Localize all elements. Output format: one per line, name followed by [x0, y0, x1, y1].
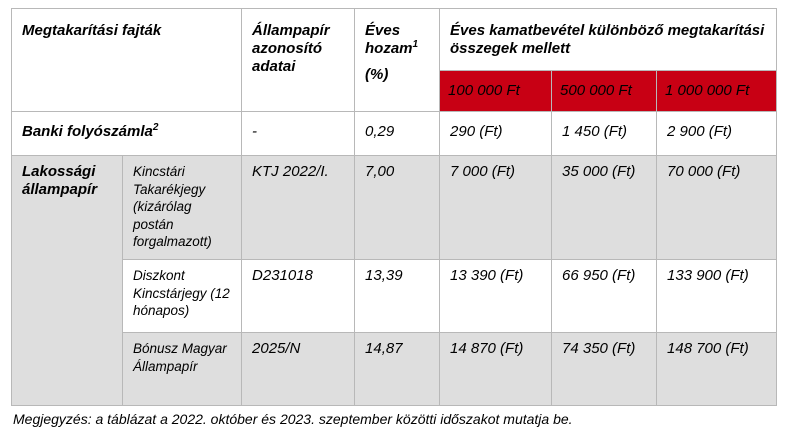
gov-name-2: Diszkont Kincstárjegy (12 hónapos)	[133, 268, 230, 318]
gov-row-1	[12, 156, 777, 260]
bank-v2: 1 450 (Ft)	[562, 123, 628, 140]
footnote-1: 1	[412, 39, 419, 50]
gov-label-cell	[12, 156, 123, 406]
bank-yield-cell	[355, 112, 440, 156]
header-annual-yield-text	[355, 9, 439, 84]
gov-v3-cell-3	[657, 333, 777, 406]
bank-v3: 2 900 (Ft)	[667, 123, 733, 140]
gov-id-cell-3	[242, 333, 355, 406]
gov-v3-1: 70 000 (Ft)	[667, 163, 741, 180]
header-interest-income	[440, 9, 777, 71]
gov-name-cell-2	[123, 260, 242, 333]
bank-yield: 0,29	[365, 123, 395, 140]
gov-v3-cell-1	[657, 156, 777, 260]
header-annual-yield	[355, 9, 440, 112]
gov-id-1: KTJ 2022/I.	[252, 163, 329, 180]
gov-label: Lakossági állampapír	[22, 163, 98, 198]
amount-500k-text: 500 000 Ft	[560, 82, 632, 99]
gov-v2-2: 66 950 (Ft)	[562, 267, 636, 284]
gov-yield-3: 14,87	[365, 340, 403, 357]
gov-v2-3: 74 350 (Ft)	[562, 340, 636, 357]
gov-v1-3: 14 870 (Ft)	[450, 340, 524, 357]
amount-100k-text: 100 000 Ft	[448, 82, 520, 99]
header-savings-types	[12, 9, 242, 112]
gov-yield-cell-1	[355, 156, 440, 260]
header-row	[12, 9, 777, 71]
header-bond-id-text: Állampapír azonosító adatai	[252, 22, 330, 75]
gov-v3-cell-2	[657, 260, 777, 333]
bank-v1: 290 (Ft)	[450, 123, 503, 140]
gov-v1-cell-3	[440, 333, 552, 406]
gov-v1-cell-1	[440, 156, 552, 260]
bank-v3-cell	[657, 112, 777, 156]
footnote-2: 2	[152, 122, 159, 133]
gov-id-2: D231018	[252, 267, 313, 284]
gov-v1-1: 7 000 (Ft)	[450, 163, 516, 180]
yield-unit: (%)	[365, 66, 389, 83]
bank-v1-cell	[440, 112, 552, 156]
bank-label-text: Banki folyószámla	[22, 123, 153, 140]
gov-v1-2: 13 390 (Ft)	[450, 267, 524, 284]
bank-row	[12, 112, 777, 156]
bank-label	[12, 112, 241, 141]
header-savings-types-text: Megtakarítási fajták	[22, 22, 162, 39]
gov-row-2	[12, 260, 777, 333]
bank-id-cell	[242, 112, 355, 156]
gov-name-1: Kincstári Takarékjegy (kizárólag postán forgalmazott)	[133, 164, 212, 249]
gov-name-3: Bónusz Magyar Állampapír	[133, 341, 227, 374]
amount-header-100k	[440, 71, 552, 112]
gov-v2-1: 35 000 (Ft)	[562, 163, 636, 180]
gov-v2-cell-3	[552, 333, 657, 406]
gov-v2-cell-2	[552, 260, 657, 333]
gov-yield-1: 7,00	[365, 163, 395, 180]
gov-id-cell-2	[242, 260, 355, 333]
header-interest-income-text: Éves kamatbevétel különböző megtakarítási összegek mellett	[450, 22, 765, 57]
gov-yield-cell-2	[355, 260, 440, 333]
gov-v2-cell-1	[552, 156, 657, 260]
table-note: Megjegyzés: a táblázat a 2022. október és 2023. szeptember közötti időszakot mutatja be.	[13, 411, 573, 427]
amount-1m-text: 1 000 000 Ft	[665, 82, 750, 99]
gov-yield-cell-3	[355, 333, 440, 406]
gov-v3-2: 133 900 (Ft)	[667, 267, 749, 284]
yield-label: Éves hozam	[365, 22, 413, 57]
header-bond-id	[242, 9, 355, 112]
gov-id-cell-1	[242, 156, 355, 260]
gov-v1-cell-2	[440, 260, 552, 333]
gov-name-cell-3	[123, 333, 242, 406]
gov-row-3	[12, 333, 777, 406]
gov-id-3: 2025/N	[252, 340, 301, 357]
savings-table	[11, 8, 777, 406]
gov-yield-2: 13,39	[365, 267, 403, 284]
gov-name-cell-1	[123, 156, 242, 260]
bank-id: -	[252, 123, 258, 140]
amount-header-500k	[552, 71, 657, 112]
bank-v2-cell	[552, 112, 657, 156]
gov-v3-3: 148 700 (Ft)	[667, 340, 749, 357]
amount-header-1m	[657, 71, 777, 112]
bank-label-cell	[12, 112, 242, 156]
